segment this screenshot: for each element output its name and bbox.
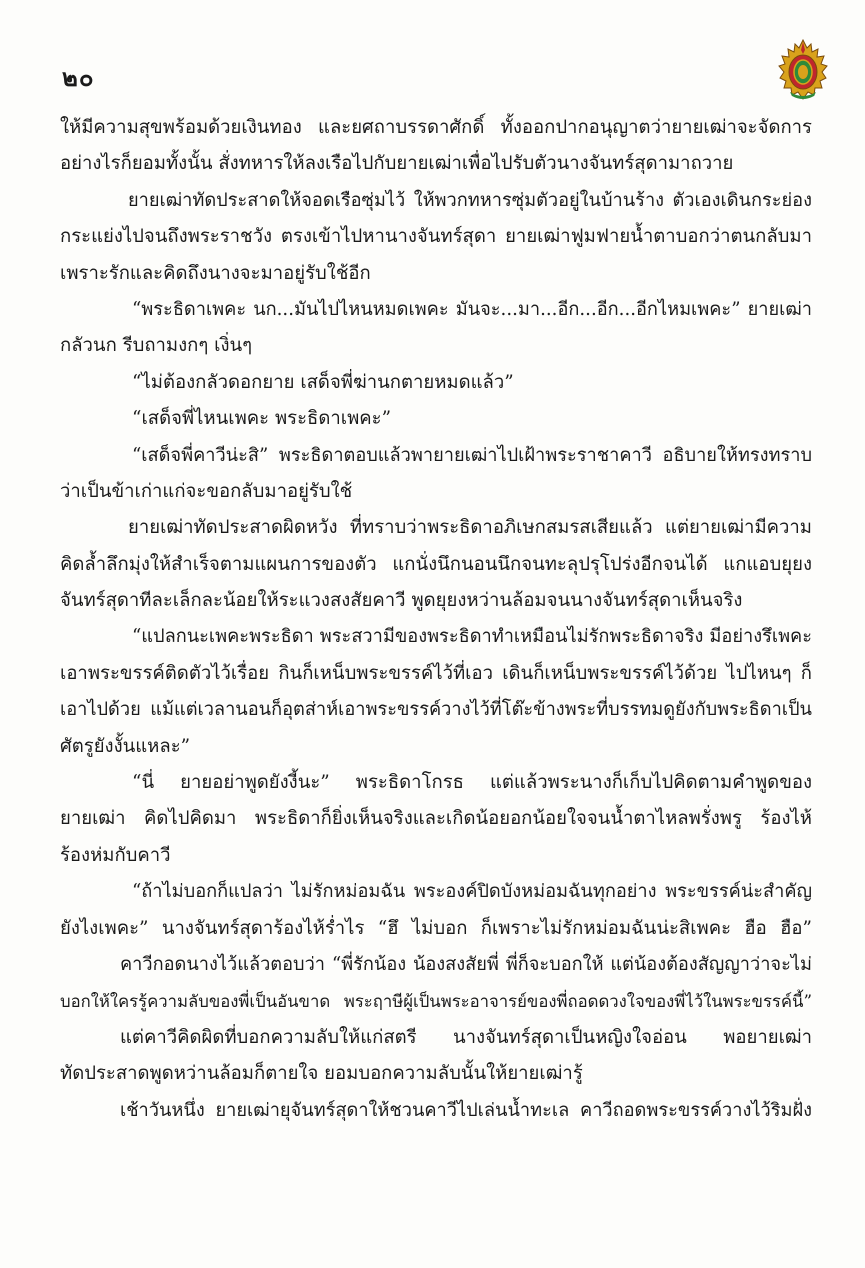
text-line: ยายเฒ่า คิดไปคิดมา พระธิดาก็ยิ่งเห็นจริงและเกิดน้อยอกน้อยใจจนน้ำตาไหลพรั่งพรู ร้องไห้ — [60, 808, 812, 830]
text-line: ยายเฒ่าทัดประสาดให้จอดเรือซุ่มไว้ ให้พวกทหารซุ่มตัวอยู่ในบ้านร้าง ตัวเองเดินกระย่อง — [128, 189, 812, 211]
text-line: แต่คาวีคิดผิดที่บอกความลับให้แก่สตรี นางจันทร์สุดาเป็นหญิงใจอ่อน พอยายเฒ่า — [120, 1026, 812, 1048]
text-line: เอาไปด้วย แม้แต่เวลานอนก็อุตส่าห์เอาพระขรรค์วางไว้ที่โต๊ะข้างพระที่บรรทมดูยังกับพระธิดาเป็น — [60, 699, 812, 721]
text-line: ศัตรูยังงั้นแหละ” — [60, 735, 191, 757]
text-line: กระแย่งไปจนถึงพระราชวัง ตรงเข้าไปหานางจันทร์สุดา ยายเฒ่าฟูมฟายน้ำตาบอกว่าตนกลับมา — [60, 226, 812, 248]
text-line: คาวีกอดนางไว้แล้วตอบว่า “พี่รักน้อง น้องสงสัยพี่ พี่ก็จะบอกให้ แต่น้องต้องสัญญาว่าจะไม่ — [120, 953, 812, 975]
text-line: “พระธิดาเพคะ นก...มันไปไหนหมดเพคะ มันจะ...มา...อีก...อีก...อีกไหมเพคะ” ยายเฒ่า — [132, 298, 812, 320]
text-line: คิดล้ำลึกมุ่งให้สำเร็จตามแผนการของตัว แกนั่งนึกนอนนึกจนทะลุปรุโปร่งอีกจนได้ แกแอบยุยง — [60, 553, 812, 575]
text-line: กลัวนก รีบถามงกๆ เงิ่นๆ — [60, 335, 253, 357]
text-line: ร้องห่มกับคาวี — [60, 844, 171, 866]
text-line: ว่าเป็นข้าเก่าแก่จะขอกลับมาอยู่รับใช้ — [60, 480, 353, 502]
text-line: ให้มีความสุขพร้อมด้วยเงินทอง และยศถาบรรดาศักดิ์ ทั้งออกปากอนุญาตว่ายายเฒ่าจะจัดการ — [60, 117, 812, 138]
royal-emblem-icon — [776, 38, 830, 102]
royal-emblem-graphic — [776, 38, 830, 102]
text-line: “เสด็จพี่คาวีน่ะสิ” พระธิดาตอบแล้วพายายเฒ่าไปเฝ้าพระราชาคาวี อธิบายให้ทรงทราบ — [132, 444, 812, 466]
text-line: “ไม่ต้องกลัวดอกยาย เสด็จพี่ฆ่านกตายหมดแล้ว” — [132, 371, 514, 393]
text-line: ทัดประสาดพูดหว่านล้อมก็ตายใจ ยอมบอกความลับนั้นให้ยายเฒ่ารู้ — [60, 1063, 583, 1085]
text-line: เอาพระขรรค์ติดตัวไว้เรื่อย กินก็เหน็บพระขรรค์ไว้ที่เอว เดินก็เหน็บพระขรรค์ไว้ด้วย ไปไหนๆ ก็ — [60, 662, 812, 684]
body-text — [60, 110, 812, 1129]
text-line: เพราะรักและคิดถึงนางจะมาอยู่รับใช้อีก — [60, 262, 371, 284]
text-line: จันทร์สุดาทีละเล็กละน้อยให้ระแวงสงสัยคาวี พูดยุยงหว่านล้อมจนนางจันทร์สุดาเห็นจริง — [60, 590, 743, 612]
text-line: “เสด็จพี่ไหนเพคะ พระธิดาเพคะ” — [132, 408, 392, 430]
text-line: “ถ้าไม่บอกก็แปลว่า ไม่รักหม่อมฉัน พระองค์ปิดบังหม่อมฉันทุกอย่าง พระขรรค์น่ะสำคัญ — [132, 881, 812, 903]
text-line: เช้าวันหนึ่ง ยายเฒ่ายุจันทร์สุดาให้ชวนคาวีไปเล่นน้ำทะเล คาวีถอดพระขรรค์วางไว้ริมฝั่ง — [120, 1099, 812, 1121]
text-line: “แปลกนะเพคะพระธิดา พระสวามีของพระธิดาทำเหมือนไม่รักพระธิดาจริง มีอย่างรึเพคะ — [132, 626, 812, 648]
text-line: ยังไงเพคะ” นางจันทร์สุดาร้องไห้ร่ำไร “ฮึ ไม่บอก ก็เพราะไม่รักหม่อมฉันน่ะสิเพคะ ฮือ ฮือ” — [60, 917, 812, 939]
text-line: บอกให้ใครรู้ความลับของพี่เป็นอันขาด พระฤาษีผู้เป็นพระอาจารย์ของพี่ถอดดวงใจของพี่ไว้ในพระขรรค์นี้” — [60, 991, 812, 1012]
text-line: ยายเฒ่าทัดประสาดผิดหวัง ที่ทราบว่าพระธิดาอภิเษกสมรสเสียแล้ว แต่ยายเฒ่ามีความ — [128, 517, 812, 539]
page-number: ๒๐ — [62, 63, 95, 92]
text-line: “นี่ ยายอย่าพูดยังงี้นะ” พระธิดาโกรธ แต่แล้วพระนางก็เก็บไปคิดตามคำพูดของ — [132, 772, 812, 794]
text-line: อย่างไรก็ยอมทั้งนั้น สั่งทหารให้ลงเรือไปกับยายเฒ่าเพื่อไปรับตัวนางจันทร์สุดามาถวาย — [60, 153, 734, 175]
